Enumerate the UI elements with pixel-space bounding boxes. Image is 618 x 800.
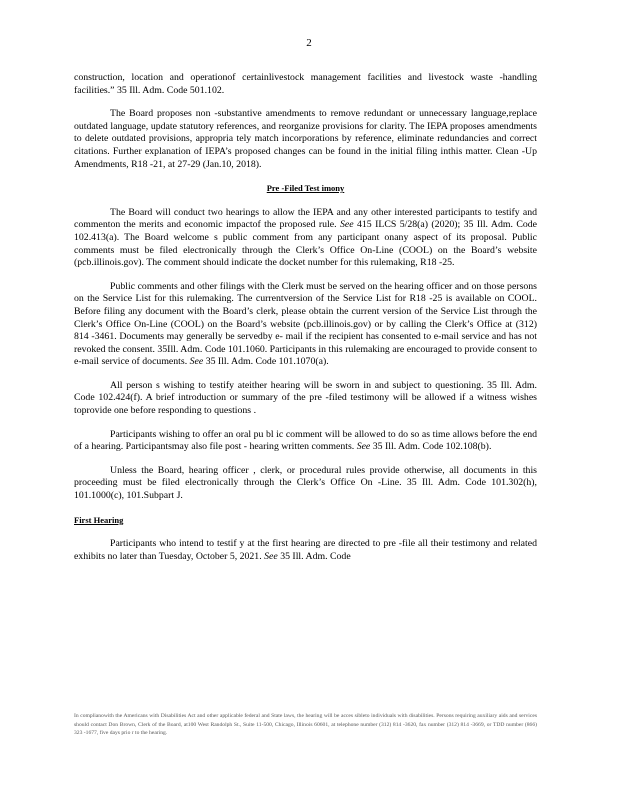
paragraph-8 [74,538,537,563]
prefiled-testimony-heading-text: Pre -Filed Test imony [266,183,345,194]
prefiled-testimony-heading [74,182,537,195]
see-signal: See [339,219,354,231]
first-hearing-heading-text: First Hearing [74,514,124,525]
accessibility-footnote: In complianowith the Americans with Disabilities Act and other applicable federal and State laws, the hearing will be acces sibleto individuals with disabilities. Persons requiring auxiliary aids and services should contact Don Brown, Clerk of the Board, at100 West Randolph St., Suite 11-500, Chicago, Illinois 60601, at telephone number (312) 814 -3620, fax number (312) 814 -3669, or TDD number (866) 323 -1677, five days prio r to the hearing. [74,713,537,737]
paragraph-5: All person s wishing to testify ateither hearing will be sworn in and subject to questioning. 35 Ill. Adm. Code 102.424(f). A brief introduction or summary of the pre -filed testimony will be allowed if a witness wishes toprovide one before responding to questions . [74,379,537,417]
paragraph-3-text-b: 415 ILCS 5/28(a) (2020); 35 Ill. Adm. Code 102.413(a). The Board welcome s public comment from any participant onany aspect of its proposal. Public comments must be filed electronically through the Clerk’s Office On-Line (COOL) on the Board’s website (pcb.illinois.gov). The comment should indicate the docket number for this rulemaking, R18 -25. [74,219,537,269]
paragraph-4-text-a: Public comments and other filings with the Clerk must be served on the hearing officer and on those persons on the Service List for this rulemaking. The currentversion of the Service List for R18 -25 is available on COOL. Before filing any document with the Board’s clerk, please obtain the current version of the Service List through the Clerk’s Office On-Line (COOL) on the Board’s website (pcb.illinois.gov) or by calling the Clerk’s Office at (312) 814 -3461. Documents may generally be servedby e- mail if the recipient has consented to e-mail service and has not revoked the consent. 35Ill. Adm. Code 101.1060. Participants in this rulemaking are encouraged to provide consent to e-mail service of documents. [74,280,537,368]
paragraph-1: construction, location and operationof certainlivestock management facilities and livestock waste -handling facilities.” 35 Ill. Adm. Code 501.102. [74,72,537,96]
see-signal: See [264,550,278,562]
paragraph-4 [74,281,537,369]
paragraph-7: Unless the Board, hearing officer , clerk, or procedural rules provide otherwise, all documents in this proceeding must be filed electronically through the Clerk’s Office On -Line. 35 Ill. Adm. Code 101.302(h), 101.1000(c), 101.Subpart J. [74,464,537,502]
paragraph-3 [74,207,537,270]
see-signal: See [189,356,204,368]
paragraph-4-text-b: 35 Ill. Adm. Code 101.1070(a). [205,356,329,368]
paragraph-2: The Board proposes non -substantive amendments to remove redundant or unnecessary language,replace outdated language, update statutory references, and reorganize provisions for clarity. The IEPA proposes amendments to delete outdated provisions, appropria tely match incorporations by reference, eliminate redundancies and correct citations. Further explanation of IEPA’s proposed changes can be found in the initial filing inthis matter. Clean -Up Amendments, R18 -21, at 27-29 (Jan.10, 2018). [74,108,537,170]
see-signal: See [356,441,371,453]
paragraph-6-text-b: 35 Ill. Adm. Code 102.108(b). [372,441,492,453]
paragraph-6 [74,429,537,454]
page-number: 2 [306,37,312,49]
paragraph-8-text-a: Participants who intend to testif y at the first hearing are directed to pre -file all their testimony and related exhibits no later than Tuesday, October 5, 2021. [74,538,537,562]
first-hearing-heading [74,514,537,527]
document-body [74,72,537,574]
paragraph-8-text-b: 35 Ill. Adm. Code [280,550,351,562]
paragraph-6-text-a: Participants wishing to offer an oral pu bl ic comment will be allowed to do so as time allows before the end of a hearing. Participantsmay also file post - hearing written comments. [74,428,537,453]
paragraph-3-text-a: The Board will conduct two hearings to allow the IEPA and any other interested participants to testify and commenton the merits and economic impactof the proposed rule. [74,206,537,231]
